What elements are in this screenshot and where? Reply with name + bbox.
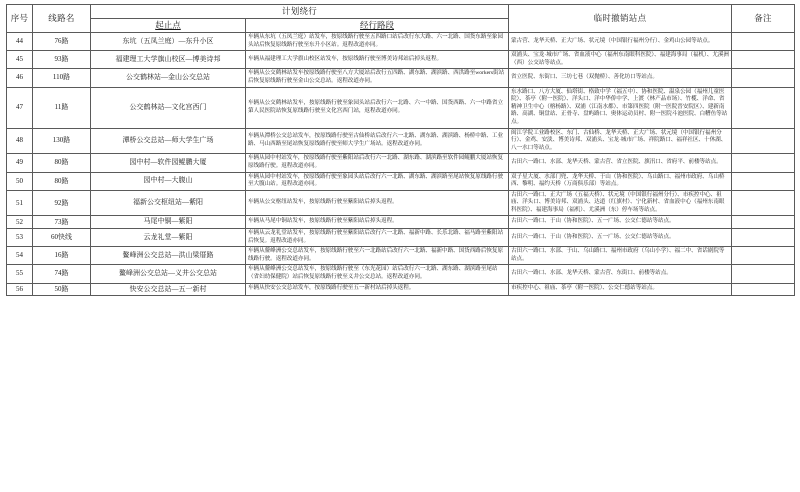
row-seq: 56 [7,283,33,296]
header-cancelled-stops: 临时撤销站点 [509,5,732,33]
row-start-end: 东坑（五凤兰庭）—东升小区 [91,33,246,51]
table-row [7,265,795,283]
row-path-section: 车辆从公交鹤林站发车，按原线路行驶至象园头站后改行六一北路、六一中路、国货西路、六一中路省立第人民医院站恢复原线路行驶至文化宫西门站，返程改道亦同。 [246,87,509,128]
row-remarks [732,228,795,246]
row-route-name: 73路 [33,216,91,229]
row-seq: 51 [7,190,33,216]
row-route-name: 93路 [33,51,91,69]
table-body [7,33,795,296]
table-row [7,172,795,190]
row-path-section: 车辆从快安公交总站发车，按原线路行驶至五一新村站后掉头返程。 [246,283,509,296]
row-cancelled-stops: 双浦头、宝龙·城市广场、省血液中心（福州东南眼科医院）、福建海事局（福机）、尤溪洲（西）公交站等站点。 [509,51,732,69]
row-route-name: 74路 [33,265,91,283]
row-route-name: 60快线 [33,228,91,246]
header-seq: 序号 [7,5,33,33]
table-header [7,5,795,33]
row-seq: 54 [7,247,33,265]
row-remarks [732,283,795,296]
row-route-name: 80路 [33,172,91,190]
row-start-end: 园中村—软件园鲲鹏大厦 [91,154,246,172]
table-row [7,247,795,265]
row-start-end: 园中村—大腹山 [91,172,246,190]
table-row [7,190,795,216]
row-seq: 50 [7,172,33,190]
row-start-end: 公交鹤林站—金山公交总站 [91,69,246,87]
row-remarks [732,265,795,283]
row-seq: 49 [7,154,33,172]
table-row [7,283,795,296]
row-start-end: 云龙礼堂—紫阳 [91,228,246,246]
row-seq: 46 [7,69,33,87]
row-seq: 52 [7,216,33,229]
bus-detour-table [6,4,795,296]
row-route-name: 80路 [33,154,91,172]
row-remarks [732,128,795,154]
row-path-section: 车辆从园中村站发车，按原线路行驶至象园头站后改行六一北路、湖东路、湖滨路至尾站恢复原线路行驶至大腹山站。返程改道亦同。 [246,172,509,190]
row-cancelled-stops: 古田六一路口、于山（协和医院）、五一广场、公交仁德站等站点。 [509,228,732,246]
table-row [7,33,795,51]
row-remarks [732,154,795,172]
row-cancelled-stops: 古田六一路口、正大广场（五福天桥）、状元境（中国银行福州分行）、市疾控中心、祖庙、洋头口、博美诗邦、双浦头、达道（红旗村）、宁化新村、省血液中心（福州东南眼科医院）、福建海事局（福机）、尤溪洲（东）停车场等站点。 [509,190,732,216]
row-route-name: 76路 [33,33,91,51]
row-seq: 55 [7,265,33,283]
row-start-end: 快安公交总站—五一新村 [91,283,246,296]
row-remarks [732,216,795,229]
row-path-section: 车辆从鳌峰洲公交总站发车，按原线路行驶至（东光花园）站后改行六一北路、湖东路、湖滨路至尾站（省妇幼保健院）站后恢复原线路行驶至义井公交总站。返程改道亦同。 [246,265,509,283]
row-route-name: 11路 [33,87,91,128]
row-remarks [732,172,795,190]
header-remarks: 备注 [732,5,795,33]
row-start-end: 福新公交枢纽站—紫阳 [91,190,246,216]
row-path-section: 车辆从公交鹤林站发车按原线路行驶至八方大厦站后改行五四路、湖东路、湖滨路、西洪路至workers街站后恢复原线路行驶至金山公交总站。返程改道亦同。 [246,69,509,87]
row-remarks [732,247,795,265]
row-path-section: 车辆从马尾中铜站发车，按原线路行驶至紫阳站后掉头返程。 [246,216,509,229]
row-start-end: 潭桥公交总站—师大学生广场 [91,128,246,154]
row-cancelled-stops: 市疾控中心、祖庙、茶亭（附一医院）、公交仁德站等站点。 [509,283,732,296]
row-path-section: 车辆从鳌峰洲公交总站发车，按原线路行驶至六一北路站后改行六一北路、福新中路、国货西路后恢复原线路行驶。返程改道亦同。 [246,247,509,265]
row-remarks [732,69,795,87]
row-seq: 53 [7,228,33,246]
row-seq: 48 [7,128,33,154]
row-remarks [732,51,795,69]
row-path-section: 车辆从公交枢纽站发车，按原线路行驶至紫阳站后掉头返程。 [246,190,509,216]
row-path-section: 车辆从潭桥公交总站发车，按原线路行驶至古仙桥站后改行六一北路、湖东路、湖滨路、杨桥中路、工业路、马山西路至尾站恢复原线路行驶至师大学生广场站。返程改道亦同。 [246,128,509,154]
row-remarks [732,87,795,128]
row-path-section: 车辆从园中村站发车，按原线路行驶至紫阳站后改行六一北路、湖东路、湖滨路至软件园鲲鹏大厦站恢复原线路行驶。返程改道亦同。 [246,154,509,172]
table-row [7,87,795,128]
row-route-name: 16路 [33,247,91,265]
row-remarks [732,190,795,216]
row-cancelled-stops: 闽江学院工业路校区、东门、古仙桥、龙华天桥、正大广场、状元境（中国银行福州分行）、金鸡、安淡、博美诗邦、双浦头、宝龙·城市广场、祥院路口、福祥社区、十休湖、八一水口等站点。 [509,128,732,154]
row-seq: 44 [7,33,33,51]
row-cancelled-stops: 古田六一路口、于山（协和医院）、五一广场、公交仁德站等站点。 [509,216,732,229]
row-path-section: 车辆从福建理工大学旗山校区站发车，按原线路行驶至博美诗邦站后掉头返程。 [246,51,509,69]
table-row [7,216,795,229]
row-cancelled-stops: 东水路口、八方大厦、仙塔街、格致中学（福五中）、协和医院、温泉公园（福州儿童医院）、茶亭（附一医院）、洋头口、洋中华侨中学、上渡（林产品市场）、竹榄、洋命、省精神卫生中心（榕杨路）、双浦（江南水都）、市第四医院（附一医院晋安院区）、建新南路、高湖、铜盘站、正骨寺、盘屿路口、奥体运动员村、附一医院斗池医院、白糟鱼等站点。 [509,87,732,128]
row-seq: 45 [7,51,33,69]
table-row [7,128,795,154]
header-path-section: 经行路段 [246,19,509,33]
row-seq: 47 [7,87,33,128]
row-start-end: 福建理工大学旗山校区—博美诗邦 [91,51,246,69]
row-path-section: 车辆从云龙礼堂站发车，按原线路行驶至紫阳站后改行六一北路、福新中路、长乐北路、福马路至紫阳站后恢复。返程改道亦同。 [246,228,509,246]
row-start-end: 公交鹤林站—文化宫西门 [91,87,246,128]
table-row [7,51,795,69]
row-start-end: 马尾中铜—紫阳 [91,216,246,229]
table-row [7,228,795,246]
row-start-end: 鳌峰洲公交总站—洪山梁厝路 [91,247,246,265]
row-cancelled-stops: 古田六一路口、水部、于山、乌山路口、福州市政府（乌山小学）、福二中、省话剧院等站点。 [509,247,732,265]
header-row-main [7,5,795,19]
header-start-end: 起止点 [91,19,246,33]
row-cancelled-stops: 古田六一路口、水部、龙华天桥、蒙古营、东街口、前楼等站点。 [509,265,732,283]
row-route-name: 130路 [33,128,91,154]
row-cancelled-stops: 蒙古营、龙华天桥、正大广场、状元境（中国银行福州分行）、金鸡山公园等站点。 [509,33,732,51]
row-start-end: 鳌峰洲公交总站—义井公交总站 [91,265,246,283]
row-route-name: 110路 [33,69,91,87]
row-cancelled-stops: 省立医院、东街口、三坊七巷（双抛桥）、善化坊口等站点。 [509,69,732,87]
row-remarks [732,33,795,51]
row-route-name: 50路 [33,283,91,296]
row-cancelled-stops: 双子星大厦、水部门兜、龙华天桥、于山（协和医院）、乌山路口、福州市政府、乌山桥西、黎明、福约天桥（万商俱乐部）等站点。 [509,172,732,190]
row-cancelled-stops: 古田六一路口、水部、龙华天桥、蒙古营、省立医院、旗汛口、省府平、前楼等站点。 [509,154,732,172]
header-plan-detour: 计划绕行 [91,5,509,19]
row-path-section: 车辆从东坑（五凤兰庭）站发车，按原线路行驶至五四路口站后改行东大路、六一北路、国货东路至象园头站后恢复原线路行驶至东升小区站。返程改道亦同。 [246,33,509,51]
row-route-name: 92路 [33,190,91,216]
header-route-name: 线路名 [33,5,91,33]
table-row [7,69,795,87]
table-row [7,154,795,172]
